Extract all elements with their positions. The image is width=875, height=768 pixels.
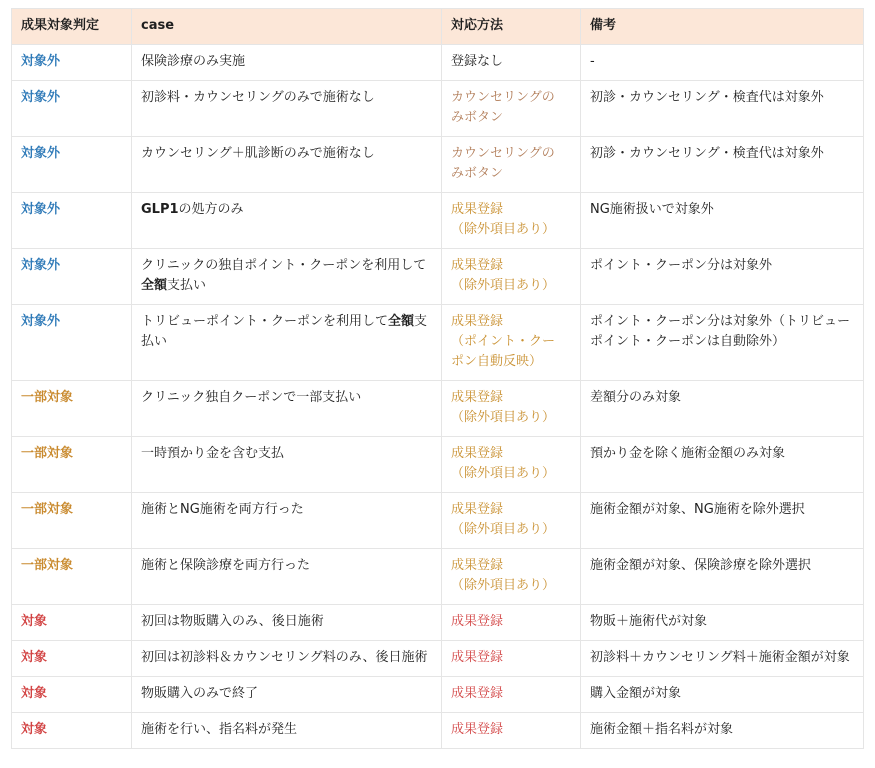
method-text: 成果登録	[451, 446, 504, 461]
method-text: 成果登録	[451, 722, 504, 737]
header-method: 対応方法	[442, 9, 581, 45]
case-text: カウンセリング＋肌診断のみで施術なし	[141, 146, 375, 161]
case-cell	[132, 677, 442, 713]
case-cell	[132, 45, 442, 81]
case-text: 初回は物販購入のみ、後日施術	[141, 614, 324, 629]
table-row	[12, 193, 864, 249]
method-text: カウンセリングの	[451, 90, 555, 105]
method-cell	[442, 605, 581, 641]
method-cell	[442, 493, 581, 549]
verdict-cell: 対象外	[12, 137, 132, 193]
case-text: 施術と保険診療を両方行った	[141, 558, 311, 573]
table-body	[12, 45, 864, 749]
note-cell: NG施術扱いで対象外	[581, 193, 864, 249]
table-row	[12, 381, 864, 437]
method-text: 成果登録	[451, 258, 504, 273]
note-cell: ポイント・クーポン分は対象外（トリビューポイント・クーポンは自動除外）	[581, 305, 864, 381]
verdict-cell: 対象	[12, 713, 132, 749]
table-row	[12, 677, 864, 713]
case-text: クリニック独自クーポンで一部支払い	[141, 390, 362, 405]
table-row	[12, 45, 864, 81]
table-row	[12, 605, 864, 641]
case-cell	[132, 81, 442, 137]
verdict-cell: 対象外	[12, 81, 132, 137]
table-row	[12, 137, 864, 193]
method-cell	[442, 549, 581, 605]
method-cell	[442, 437, 581, 493]
table-row	[12, 81, 864, 137]
header-note: 備考	[581, 9, 864, 45]
method-text: ポン自動反映）	[451, 354, 543, 369]
method-text: （除外項目あり）	[451, 410, 556, 425]
header-verdict: 成果対象判定	[12, 9, 132, 45]
case-cell	[132, 305, 442, 381]
judgement-table	[11, 8, 864, 749]
note-cell: ポイント・クーポン分は対象外	[581, 249, 864, 305]
method-text: 成果登録	[451, 650, 504, 665]
case-text: 初回は初診料＆カウンセリング料のみ、後日施術	[141, 650, 428, 665]
case-text: 保険診療のみ実施	[141, 54, 246, 69]
verdict-cell: 一部対象	[12, 549, 132, 605]
method-cell	[442, 641, 581, 677]
note-cell: 預かり金を除く施術金額のみ対象	[581, 437, 864, 493]
table-row	[12, 437, 864, 493]
verdict-cell: 対象外	[12, 193, 132, 249]
method-text: （除外項目あり）	[451, 278, 556, 293]
case-cell	[132, 605, 442, 641]
case-text-bold: GLP1	[141, 202, 179, 217]
method-cell	[442, 249, 581, 305]
method-text: 成果登録	[451, 558, 504, 573]
case-text-bold: 全額	[141, 278, 168, 293]
verdict-cell: 一部対象	[12, 381, 132, 437]
verdict-cell: 一部対象	[12, 493, 132, 549]
case-cell	[132, 137, 442, 193]
method-cell	[442, 137, 581, 193]
method-cell	[442, 713, 581, 749]
case-cell	[132, 549, 442, 605]
method-cell	[442, 81, 581, 137]
case-text: トリビューポイント・クーポンを利用して	[141, 314, 389, 329]
verdict-cell: 対象外	[12, 45, 132, 81]
note-cell: 初診・カウンセリング・検査代は対象外	[581, 81, 864, 137]
method-cell	[442, 45, 581, 81]
case-text: 施術を行い、指名料が発生	[141, 722, 298, 737]
note-cell: 施術金額が対象、NG施術を除外選択	[581, 493, 864, 549]
method-cell	[442, 677, 581, 713]
table-row	[12, 305, 864, 381]
table-container	[11, 8, 864, 749]
method-text: 成果登録	[451, 314, 504, 329]
table-row	[12, 249, 864, 305]
note-cell: 初診料＋カウンセリング料＋施術金額が対象	[581, 641, 864, 677]
method-cell	[442, 381, 581, 437]
header-row	[12, 9, 864, 45]
verdict-cell: 対象外	[12, 249, 132, 305]
case-cell	[132, 493, 442, 549]
note-cell: 購入金額が対象	[581, 677, 864, 713]
verdict-cell: 対象	[12, 677, 132, 713]
method-text: 成果登録	[451, 686, 504, 701]
method-text: 成果登録	[451, 614, 504, 629]
method-text: （除外項目あり）	[451, 222, 556, 237]
case-cell	[132, 437, 442, 493]
verdict-cell: 一部対象	[12, 437, 132, 493]
note-cell: 施術金額が対象、保険診療を除外選択	[581, 549, 864, 605]
case-text: 一時預かり金を含む支払	[141, 446, 285, 461]
verdict-cell: 対象	[12, 605, 132, 641]
method-text: 登録なし	[451, 54, 504, 69]
case-cell	[132, 713, 442, 749]
case-text: 物販購入のみで終了	[141, 686, 259, 701]
case-text: 支払い	[141, 314, 428, 349]
method-cell	[442, 193, 581, 249]
table-row	[12, 641, 864, 677]
method-cell	[442, 305, 581, 381]
verdict-cell: 対象	[12, 641, 132, 677]
case-cell	[132, 193, 442, 249]
case-text: クリニックの独自ポイント・クーポンを利用して	[141, 258, 427, 273]
case-text-bold: 全額	[388, 314, 415, 329]
method-text: 成果登録	[451, 390, 504, 405]
method-text: （除外項目あり）	[451, 578, 556, 593]
note-cell: 差額分のみ対象	[581, 381, 864, 437]
method-text: （除外項目あり）	[451, 522, 556, 537]
table-row	[12, 493, 864, 549]
table-row	[12, 713, 864, 749]
case-text: 支払い	[167, 278, 207, 293]
case-cell	[132, 381, 442, 437]
case-cell	[132, 249, 442, 305]
note-cell: 物販＋施術代が対象	[581, 605, 864, 641]
header-case: case	[132, 9, 442, 45]
verdict-cell: 対象外	[12, 305, 132, 381]
case-text: 初診料・カウンセリングのみで施術なし	[141, 90, 375, 105]
table-row	[12, 549, 864, 605]
method-text: 成果登録	[451, 502, 504, 517]
method-text: みボタン	[451, 110, 504, 125]
method-text: （ポイント・クー	[451, 334, 556, 349]
method-text: （除外項目あり）	[451, 466, 556, 481]
case-text: の処方のみ	[178, 202, 244, 217]
note-cell: 初診・カウンセリング・検査代は対象外	[581, 137, 864, 193]
method-text: 成果登録	[451, 202, 504, 217]
method-text: みボタン	[451, 166, 504, 181]
case-cell	[132, 641, 442, 677]
case-text: 施術とNG施術を両方行った	[141, 502, 304, 517]
note-cell: 施術金額＋指名料が対象	[581, 713, 864, 749]
note-cell: -	[581, 45, 864, 81]
method-text: カウンセリングの	[451, 146, 555, 161]
